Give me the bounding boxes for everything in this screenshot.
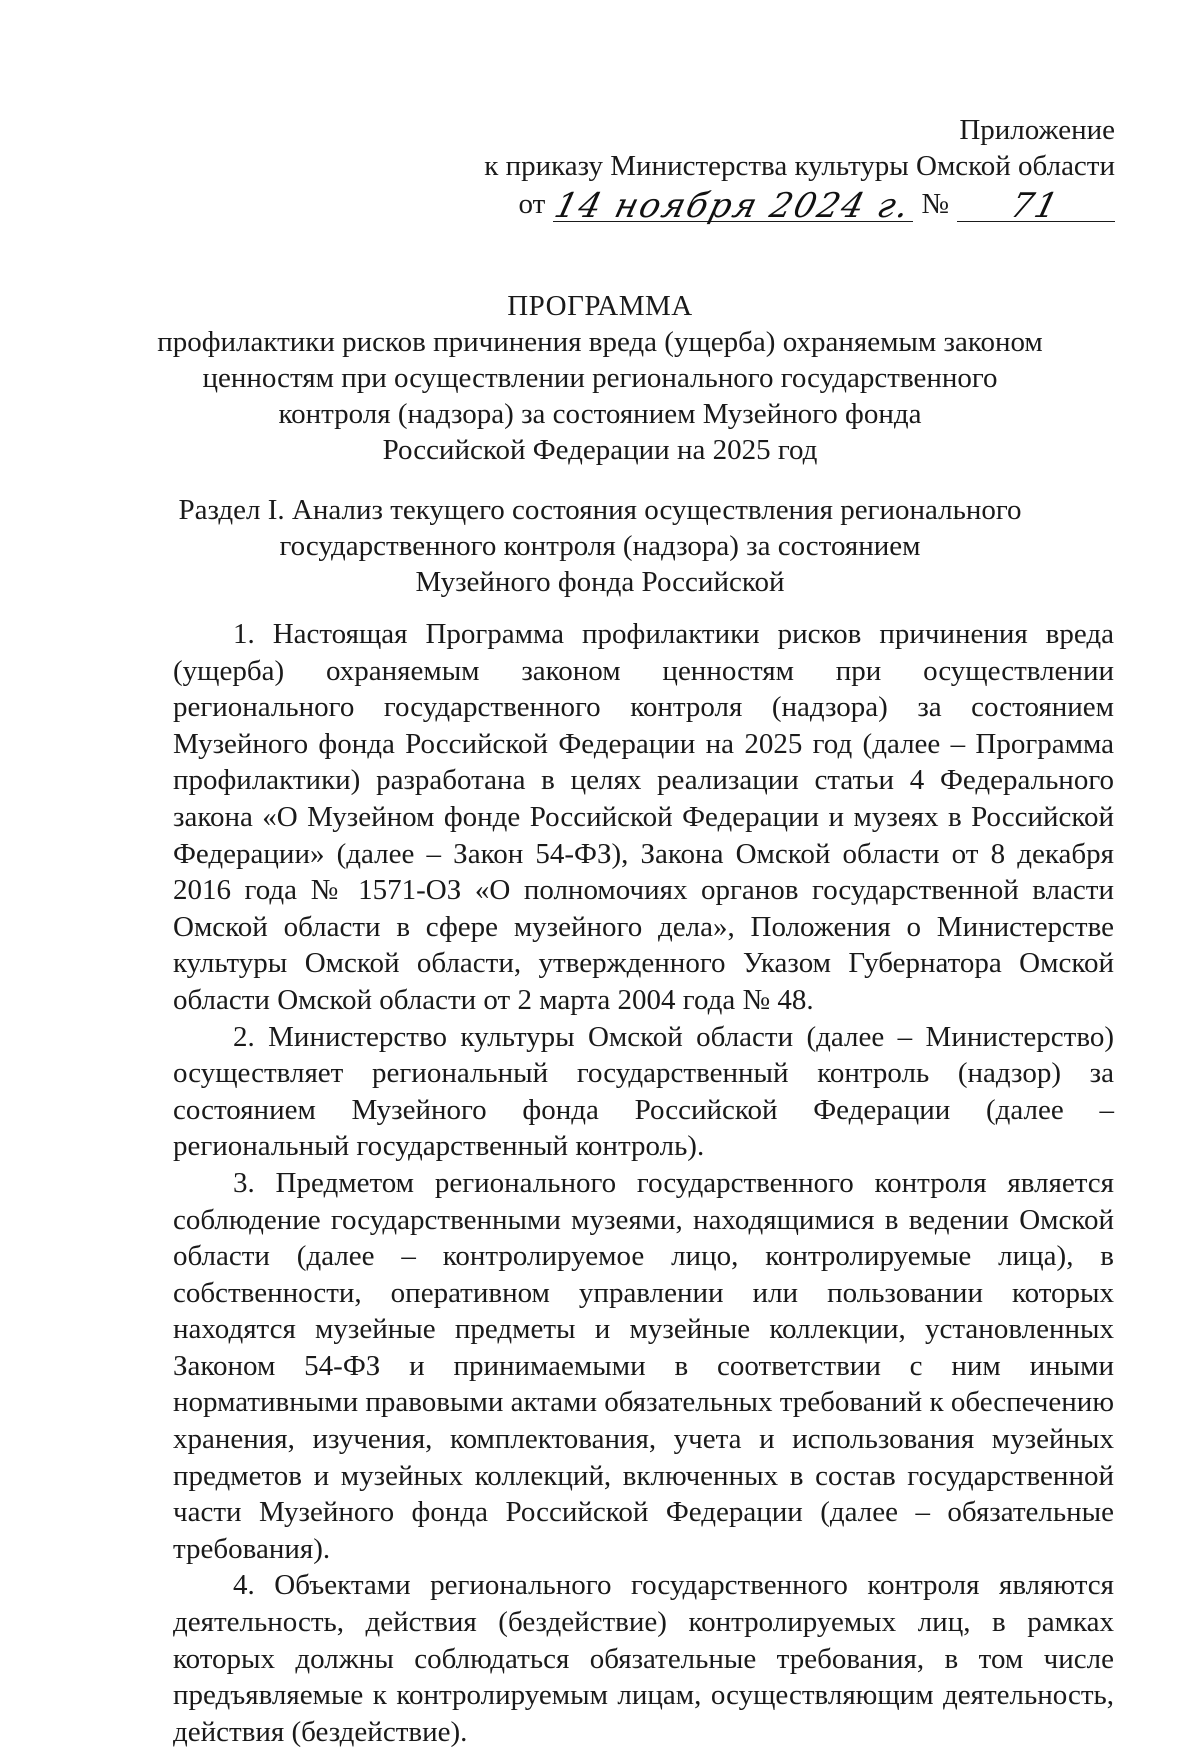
annex-header	[484, 112, 1115, 226]
section-line-2: государственного контроля (надзора) за состоянием	[279, 530, 921, 562]
program-title	[0, 288, 1200, 468]
document-type: ПРОГРАММА	[507, 290, 693, 322]
document-body	[173, 616, 1114, 1750]
title-line-4: Российской Федерации на 2025 год	[382, 434, 818, 466]
section-heading	[0, 492, 1200, 600]
number-field	[957, 186, 1115, 226]
annex-order-line: к приказу Министерства культуры Омской области	[484, 150, 1115, 182]
handwritten-number: 71	[1006, 186, 1065, 226]
title-line-3: контроля (надзора) за состоянием Музейного фонда	[278, 398, 922, 430]
annex-title: Приложение	[959, 114, 1115, 146]
title-line-1: профилактики рисков причинения вреда (ущерба) охраняемым законом	[157, 326, 1043, 358]
date-field	[550, 186, 916, 226]
paragraph-1: 1. Настоящая Программа профилактики рисков причинения вреда (ущерба) охраняемым законом ценностям при осуществлении регионального государственного контроля (надзора) за состоянием Музейного фонда Российской Федерации на 2025 год (далее – Программа профилактики) разработана в целях реализации статьи 4 Федерального закона «О Музейном фонде Российской Федерации и музеях в Российской Федерации» (далее – Закон 54-ФЗ), Закона Омской области от 8 декабря 2016 года № 1571-ОЗ «О полномочиях органов государственной власти Омской области в сфере музейного дела», Положения о Министерстве культуры Омской области, утвержденного Указом Губернатора Омской области Омской области от 2 марта 2004 года № 48.	[173, 618, 1114, 1016]
title-line-2: ценностям при осуществлении регионального государственного	[202, 362, 998, 394]
section-line-1: Раздел I. Анализ текущего состояния осуществления регионального	[178, 494, 1022, 526]
annex-date-number	[484, 186, 1115, 226]
number-prefix: №	[921, 188, 949, 220]
handwritten-date: 14 ноября 2024 г.	[550, 186, 916, 226]
date-prefix: от	[518, 188, 546, 220]
paragraph-2: 2. Министерство культуры Омской области (далее – Министерство) осуществляет региональный государственный контроль (надзор) за состоянием Музейного фонда Российской Федерации (далее – региональный государственный контроль).	[173, 1020, 1114, 1163]
paragraph-4: 4. Объектами регионального государственного контроля являются деятельность, действия (бездействие) контролируемых лиц, в рамках которых должны соблюдаться обязательные требования, в том числе предъявляемые к контролируемым лицам, осуществляющим деятельность, действия (бездействие).	[173, 1569, 1114, 1748]
section-line-3: Музейного фонда Российской	[415, 566, 785, 598]
paragraph-3: 3. Предметом регионального государственного контроля является соблюдение государственными музеями, находящимися в ведении Омской области (далее – контролируемое лицо, контролируемые лица), в собственности, оперативном управлении или пользовании которых находятся музейные предметы и музейные коллекции, установленных Законом 54-ФЗ и принимаемыми в соответствии с ним иными нормативными правовыми актами обязательных требований к обеспечению хранения, изучения, комплектования, учета и использования музейных предметов и музейных коллекций, включенных в состав государственной части Музейного фонда Российской Федерации (далее – обязательные требования).	[173, 1166, 1114, 1565]
